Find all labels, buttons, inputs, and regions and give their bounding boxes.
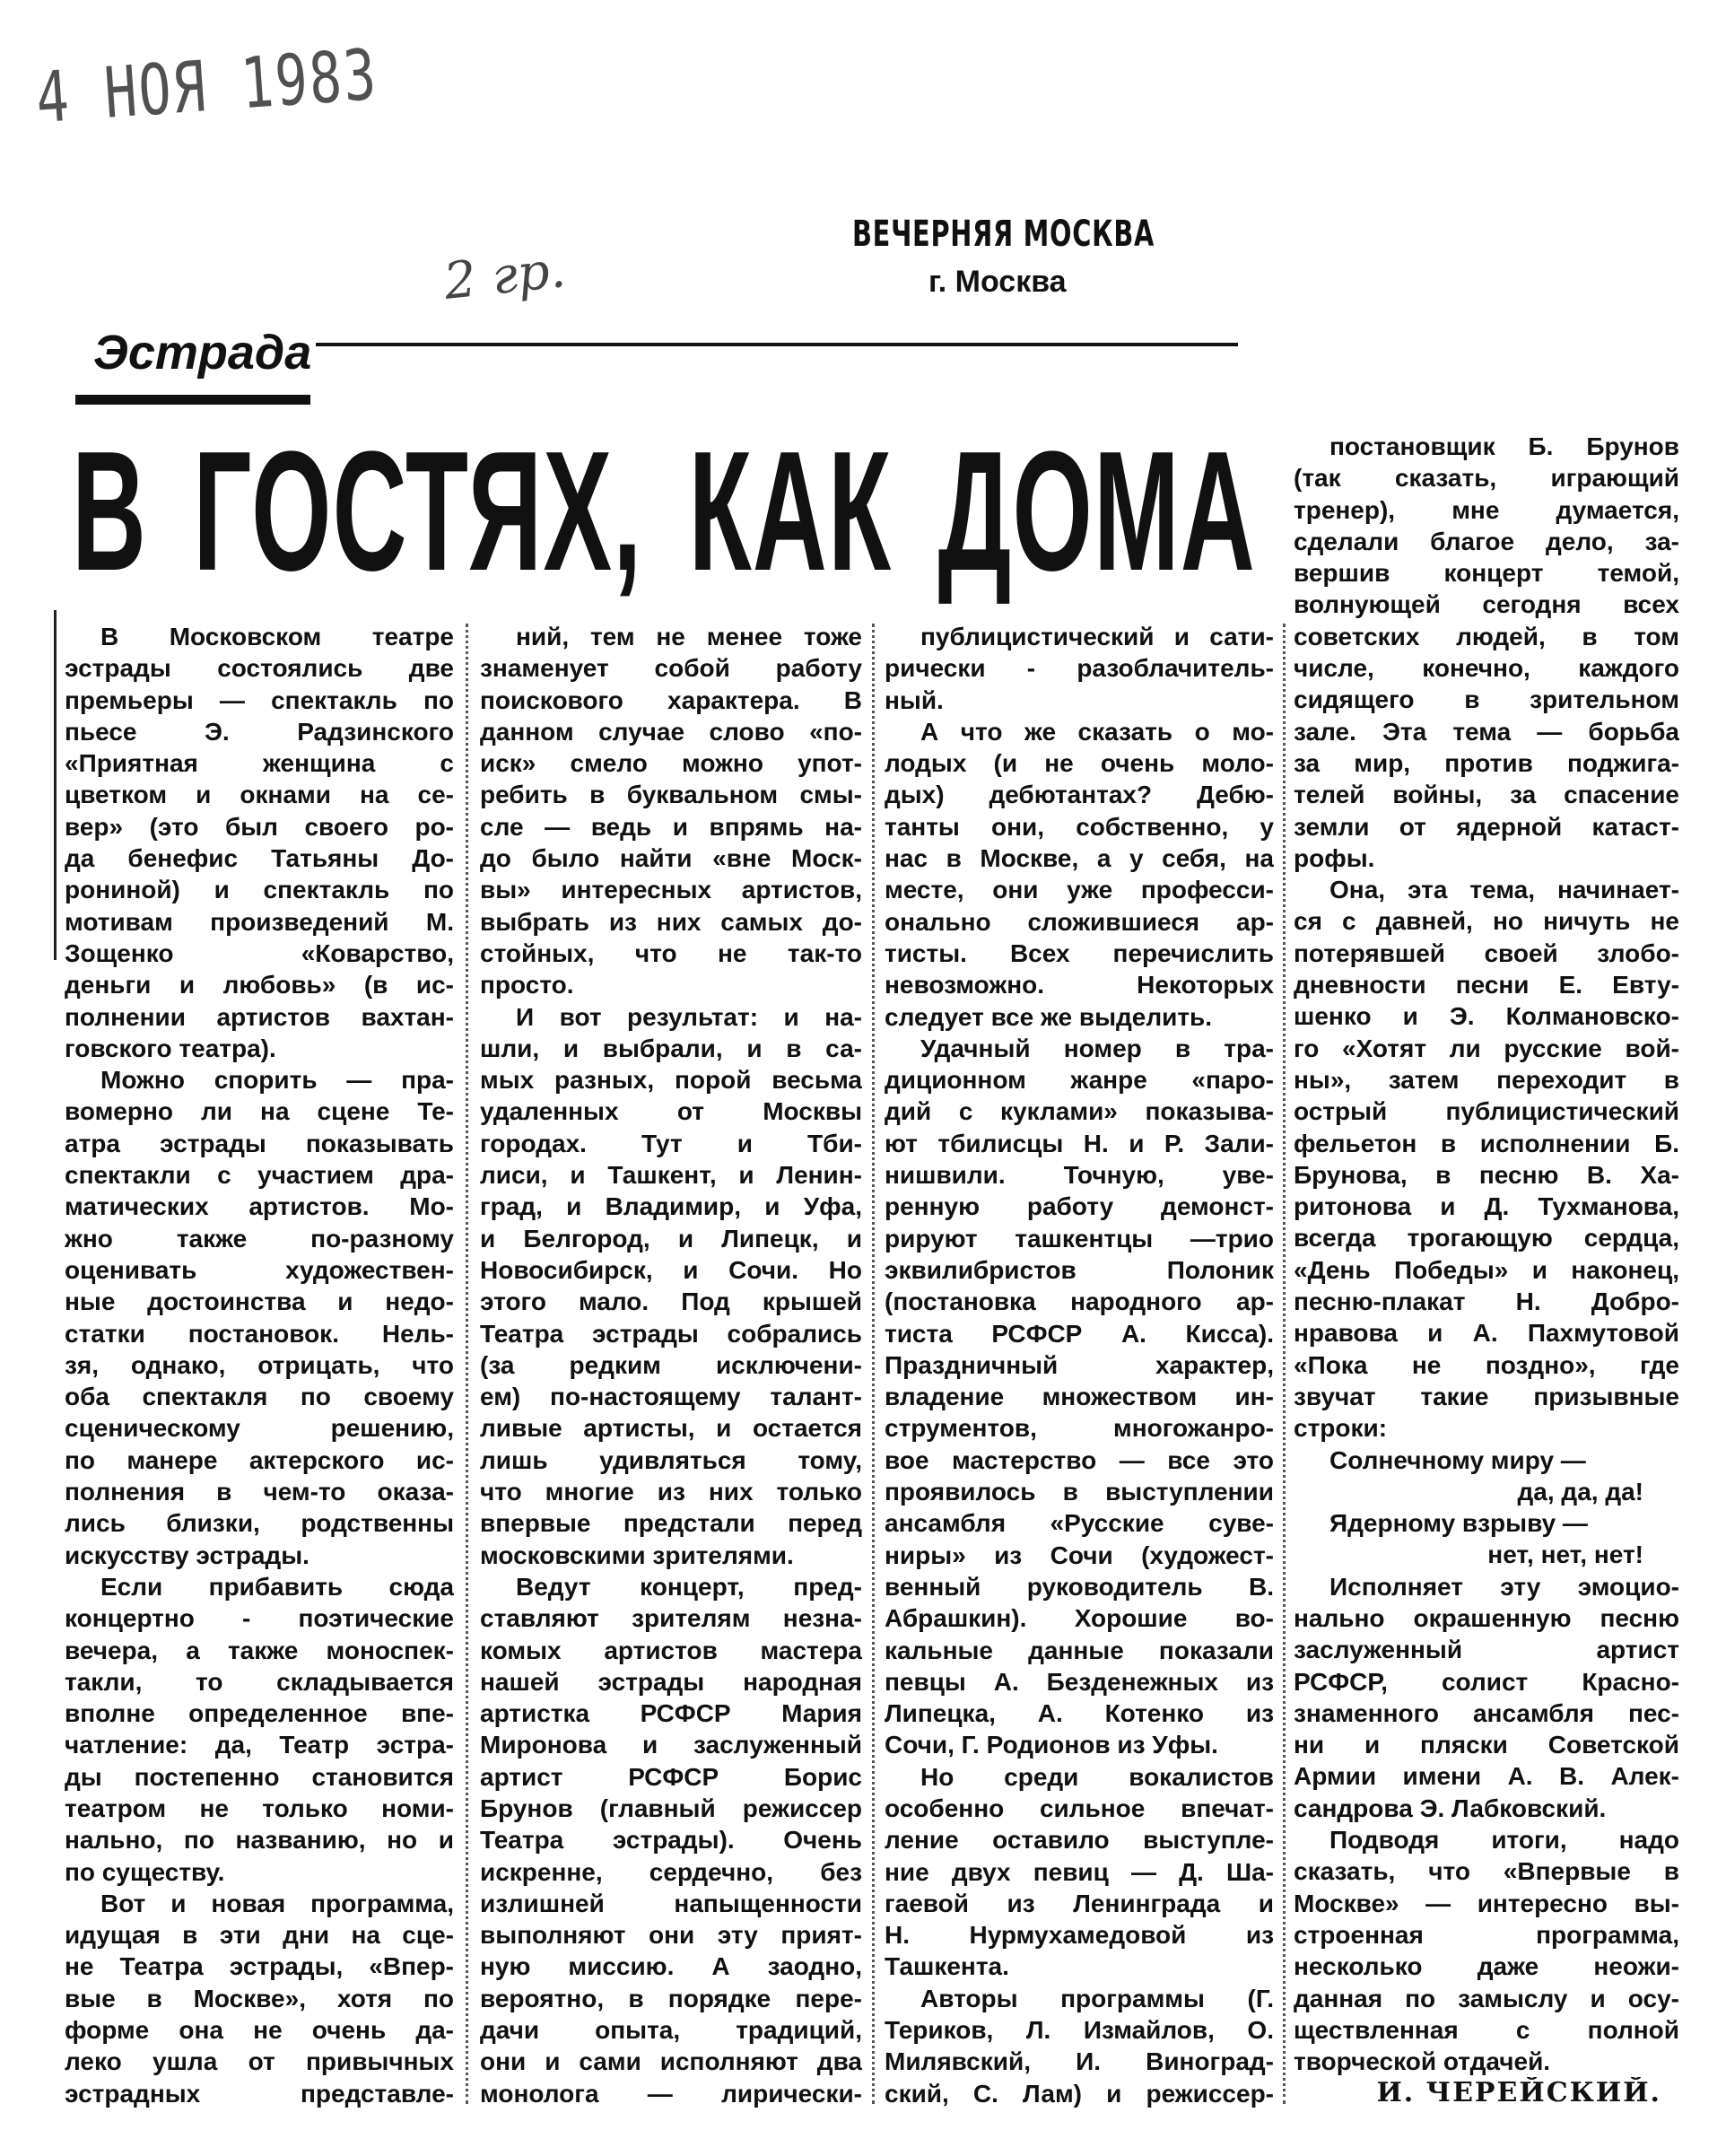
author-signature: И. ЧЕРЕЙСКИЙ. (1376, 2077, 1661, 2109)
article-text-line: ную миссию. А заодно, (480, 1952, 862, 1981)
article-text-line: за мир, против поджига- (1294, 748, 1679, 777)
article-text-line: спектакли с участием дра- (65, 1161, 454, 1190)
article-text-line: монолога — лирически- (480, 2079, 862, 2108)
article-text-line: РСФСР, солист Красно- (1294, 1667, 1679, 1696)
article-text-line: гаевой из Ленинграда и (885, 1889, 1274, 1917)
poem-line: да, да, да! (1517, 1477, 1643, 1506)
article-text-line: ансамбля «Русские суве- (885, 1509, 1274, 1538)
article-column-3 (885, 621, 1274, 2109)
article-text-line: невозможно. Некоторых (885, 971, 1274, 999)
article-text-line: острый публицистический (1294, 1097, 1679, 1126)
article-text-line: го «Хотят ли русские вой- (1294, 1034, 1679, 1062)
article-text-line: «День Победы» и наконец, (1294, 1255, 1679, 1284)
article-text-line: рофы. (1294, 843, 1375, 872)
article-text-line: Если прибавить сюда (100, 1572, 454, 1601)
article-text-line: сценическому решению, (65, 1414, 454, 1443)
article-text-line: вое мастерство — все это (885, 1445, 1274, 1474)
article-text-line: особенно сильное впечат- (885, 1794, 1274, 1822)
article-text-line: искусству эстрады. (65, 1541, 309, 1569)
article-text-line: тренер), мне думается, (1294, 495, 1679, 524)
article-text-line: несколько даже неожи- (1294, 1952, 1679, 1981)
article-text-line: ды постепенно становится (65, 1762, 454, 1791)
article-text-line: театром не только номи- (65, 1794, 454, 1822)
article-text-line: вполне определенное впе- (65, 1699, 454, 1728)
article-text-line: премьеры — спектакль по (65, 685, 454, 714)
article-text-line: артист РСФСР Борис (480, 1762, 862, 1791)
article-text-line: Зощенко «Коварство, (65, 938, 454, 967)
article-text-line: эстрадных представле- (65, 2079, 454, 2108)
article-text-line: зале. Эта тема — борьба (1294, 717, 1679, 746)
article-text-line: сле — ведь и впрямь на- (480, 812, 862, 841)
article-text-line: ные достоинства и недо- (65, 1287, 454, 1316)
article-text-line: Н. Нурмухамедовой из (885, 1921, 1274, 1950)
article-text-line: московскими зрителями. (480, 1541, 794, 1569)
article-text-line: владение множеством ин- (885, 1383, 1274, 1411)
article-text-line: оценивать художествен- (65, 1255, 454, 1284)
article-text-line: (так сказать, играющий (1294, 464, 1679, 493)
article-text-line: кальные данные показали (885, 1636, 1274, 1664)
article-text-line: сделали благое дело, за- (1294, 527, 1679, 555)
article-text-line: Удачный номер в тра- (920, 1034, 1274, 1062)
article-text-line: удаленных от Москвы (480, 1097, 862, 1126)
article-text-line: не Театра эстрады, «Впер- (65, 1952, 454, 1981)
article-text-line: Театра эстрады собрались (480, 1319, 862, 1348)
article-text-line: выполняют они эту прият- (480, 1921, 862, 1950)
poem-line: нет, нет, нет! (1487, 1541, 1643, 1569)
article-text-line: ние двух певиц — Д. Ша- (885, 1857, 1274, 1886)
article-text-line: дачи опыта, традиций, (480, 2016, 862, 2045)
article-text-line: Но среди вокалистов (920, 1762, 1274, 1791)
article-text-line: тиста РСФСР А. Кисса). (885, 1319, 1274, 1348)
date-stamp: 4 НОЯ 1983 (33, 34, 380, 140)
article-text-line: рически - разоблачитель- (885, 654, 1274, 683)
article-text-line: вые в Москве», хотя по (65, 1984, 454, 2012)
newspaper-name: ВЕЧЕРНЯЯ МОСКВА (852, 214, 1155, 255)
article-text-line: (за редким исключени- (480, 1350, 862, 1379)
article-text-line: нально окрашенную песню (1294, 1603, 1679, 1632)
article-text-line: статки постановок. Нель- (65, 1319, 454, 1348)
article-text-line: И вот результат: и на- (516, 1002, 862, 1031)
article-text-line: «Пока не поздно», где (1294, 1350, 1679, 1379)
article-text-line: деньги и любовь» (в ис- (65, 971, 454, 999)
article-text-line: венный руководитель В. (885, 1572, 1274, 1601)
headline: В ГОСТЯХ, КАК ДОМА (72, 416, 1256, 607)
article-text-line: сандрова Э. Лабковский. (1294, 1794, 1607, 1822)
article-text-line: лишь удивляться тому, (480, 1445, 862, 1474)
article-text-line: В Московском театре (100, 623, 454, 650)
article-text-line: ся с давней, но ничуть не (1294, 907, 1679, 936)
article-text-line: числе, конечно, каждого (1294, 654, 1679, 683)
article-text-line: комых артистов мастера (480, 1636, 862, 1664)
rubric-bar (75, 395, 310, 405)
article-text-line: и Белгород, и Липецк, и (480, 1224, 862, 1253)
article-text-line: тисты. Всех перечислить (885, 938, 1274, 967)
article-text-line: ренную работу демонст- (885, 1192, 1274, 1221)
article-column-4 (1294, 431, 1679, 2109)
article-text-line: шенко и Э. Колмановско- (1294, 1002, 1679, 1031)
article-text-line: лиси, и Ташкент, и Ленин- (480, 1161, 862, 1190)
article-text-line: строки: (1294, 1414, 1388, 1443)
article-text-line: струментов, многожанро- (885, 1414, 1274, 1443)
article-text-line: А что же сказать о мо- (920, 717, 1274, 746)
article-text-line: (постановка народного ар- (885, 1287, 1274, 1316)
article-text-line: искренне, сердечно, без (480, 1857, 862, 1886)
article-text-line: вероятно, в порядке пере- (480, 1984, 862, 2012)
article-text-line: следует все же выделить. (885, 1002, 1213, 1031)
article-text-line: городах. Тут и Тби- (480, 1129, 862, 1157)
handwritten-note: 2 гр. (440, 240, 569, 311)
article-text-line: такли, то складывается (65, 1667, 454, 1696)
article-text-line: просто. (480, 971, 574, 999)
article-text-line: говского театра). (65, 1034, 276, 1062)
article-text-line: оба спектакля по своему (65, 1383, 454, 1411)
column-separator (466, 624, 468, 2104)
article-text-line: эстрады состоялись две (65, 654, 454, 683)
article-text-line: советских людей, в том (1294, 622, 1679, 650)
article-text-line: цветком и окнами на се- (65, 781, 454, 809)
article-text-line: вомерно ли на сцене Те- (65, 1097, 454, 1126)
article-text-line: всегда трогающую сердца, (1294, 1224, 1679, 1253)
article-text-line: песню-плакат Н. Добро- (1294, 1287, 1679, 1316)
article-text-line: леко ушла от привычных (65, 2047, 454, 2076)
article-text-line: ливые артисты, и остается (480, 1414, 862, 1443)
article-text-line: Милявский, И. Виноград- (885, 2047, 1274, 2076)
article-text-line: звучат такие призывные (1294, 1382, 1679, 1410)
article-text-line: Подводя итоги, надо (1329, 1826, 1679, 1855)
article-text-line: лодых (и не очень моло- (885, 749, 1274, 778)
article-text-line: публицистический и сати- (920, 623, 1274, 650)
article-text-line: Липецка, А. Котенко из (885, 1699, 1274, 1728)
article-text-line: артистка РСФСР Мария (480, 1699, 862, 1728)
article-text-line: вершив концерт темой, (1294, 559, 1679, 588)
article-text-line: Москве» — интересно вы- (1294, 1889, 1679, 1917)
article-text-line: Праздничный характер, (885, 1350, 1274, 1379)
article-text-line: ный. (885, 685, 944, 714)
article-text-line: Новосибирск, и Сочи. Но (480, 1255, 862, 1284)
article-text-line: Можно спорить — пра- (100, 1066, 454, 1095)
article-text-line: знаменует собой работу (480, 654, 862, 683)
article-text-line: земли от ядерной катаст- (1294, 812, 1679, 841)
article-text-line: Ташкента. (885, 1952, 1009, 1981)
article-text-line: Абрашкин). Хорошие во- (885, 1604, 1274, 1633)
article-text-line: данном случае слово «по- (480, 717, 862, 746)
article-text-line: ребить в буквальном смы- (480, 781, 862, 809)
article-text-line: мотивам произведений М. (65, 907, 454, 936)
article-text-line: они и сами исполняют два (480, 2047, 862, 2076)
article-text-line: Брунова, в песню В. Ха- (1294, 1160, 1679, 1189)
article-text-line: Териков, Л. Измайлов, О. (885, 2016, 1274, 2045)
article-text-line: творческой отдачей. (1294, 2047, 1551, 2076)
column-separator (1283, 624, 1286, 2104)
rubric-label: Эстрада (93, 326, 312, 380)
article-text-line: излишней напыщенности (480, 1889, 862, 1917)
article-text-line: лись близки, родственны (65, 1509, 454, 1538)
article-text-line: Вот и новая программа, (100, 1889, 454, 1917)
article-text-line: ний, тем не менее тоже (516, 623, 862, 650)
article-text-line: строенная программа, (1294, 1920, 1679, 1949)
article-text-line: ниры» из Сочи (художест- (885, 1541, 1274, 1569)
article-text-line: ставляют зрителям незна- (480, 1604, 862, 1633)
header-rule (316, 343, 1238, 346)
article-text-line: фельетон в исполнении Б. (1294, 1129, 1679, 1157)
article-text-line: полнения в чем-то оказа- (65, 1478, 454, 1506)
article-text-line: что многие из них только (480, 1478, 862, 1506)
article-text-line: по манере актерского ис- (65, 1445, 454, 1474)
article-text-line: дых) дебютантах? Дебю- (885, 781, 1274, 809)
article-column-1 (65, 621, 454, 2109)
article-text-line: месте, они уже професси- (885, 876, 1274, 904)
article-text-line: этого мало. Под крышей (480, 1287, 862, 1316)
article-text-line: «Приятная женщина с (65, 749, 454, 778)
article-text-line: идущая в эти дни на сце- (65, 1921, 454, 1950)
article-text-line: заслуженный артист (1294, 1636, 1679, 1664)
article-text-line: по существу. (65, 1857, 225, 1886)
article-text-line: мых разных, порой весьма (480, 1066, 862, 1095)
article-text-line: нравова и А. Пахмутовой (1294, 1319, 1679, 1348)
article-text-line: дий с куклами» показыва- (885, 1097, 1274, 1126)
article-text-line: ем) по-настоящему талант- (480, 1383, 862, 1411)
article-text-line: диционном жанре «паро- (885, 1066, 1274, 1095)
article-text-line: Ведут концерт, пред- (516, 1572, 862, 1601)
poem-line: Ядерному взрыву — (1329, 1509, 1588, 1538)
article-text-line: град, и Владимир, и Уфа, (480, 1192, 862, 1221)
article-text-line: поискового характера. В (480, 685, 862, 714)
article-text-line: вы» интересных артистов, (480, 876, 862, 904)
article-text-line: ритонова и Д. Тухманова, (1294, 1192, 1679, 1221)
article-text-line: постановщик Б. Брунов (1329, 432, 1679, 460)
article-text-line: ны», затем переходит в (1294, 1065, 1679, 1094)
article-text-line: Авторы программы (Г. (920, 1984, 1274, 2012)
article-text-line: ют тбилисцы Н. и Р. Зали- (885, 1129, 1274, 1157)
article-text-line: нишвили. Точную, уве- (885, 1161, 1274, 1190)
article-text-line: данная по замыслу и осу- (1294, 1984, 1679, 2012)
article-text-line: шли, и выбрали, и в са- (480, 1034, 862, 1062)
article-text-line: Брунов (главный режиссер (480, 1794, 862, 1822)
article-text-line: зя, однако, отрицать, что (65, 1350, 454, 1379)
article-text-line: выбрать из них самых до- (480, 907, 862, 936)
column-separator (872, 624, 875, 2104)
article-text-line: иск» смело можно упот- (480, 749, 862, 778)
article-text-line: матических артистов. Мо- (65, 1192, 454, 1221)
article-text-line: нально, по названию, но и (65, 1826, 454, 1855)
article-text-line: певцы А. Безденежных из (885, 1667, 1274, 1696)
article-text-line: стойных, что не так-то (480, 938, 862, 967)
article-text-line: сказать, что «Впервые в (1294, 1857, 1679, 1886)
article-text-line: знаменного ансамбля пес- (1294, 1698, 1679, 1727)
article-text-line: впервые предстали перед (480, 1509, 862, 1538)
article-column-2 (480, 621, 862, 2109)
article-text-line: вечера, а также моноспек- (65, 1636, 454, 1664)
article-text-line: проявилось в выступлении (885, 1478, 1274, 1506)
article-text-line: да бенефис Татьяны До- (65, 844, 454, 873)
article-text-line: форме она не очень да- (65, 2016, 454, 2045)
article-text-line: дневности песни Е. Евту- (1294, 971, 1679, 999)
article-text-line: Театра эстрады). Очень (480, 1826, 862, 1855)
article-text-line: нашей эстрады народная (480, 1667, 862, 1696)
article-text-line: телей войны, за спасение (1294, 781, 1679, 809)
article-text-line: рируют ташкентцы —трио (885, 1224, 1274, 1253)
article-text-line: жно также по-разному (65, 1224, 454, 1253)
article-text-line: ский, С. Лам) и режиссер- (885, 2079, 1274, 2108)
article-text-line: до было найти «вне Моск- (480, 844, 862, 873)
newspaper-city: г. Москва (928, 265, 1067, 299)
article-text-line: ление оставило выступле- (885, 1826, 1274, 1855)
article-text-line: ществленная с полной (1294, 2015, 1679, 2044)
article-text-line: ни и пляски Советской (1294, 1731, 1679, 1759)
article-text-line: концертно - поэтические (65, 1604, 454, 1633)
article-text-line: Миронова и заслуженный (480, 1731, 862, 1759)
article-text-line: вер» (это был своего ро- (65, 812, 454, 841)
article-text-line: волнующей сегодня всех (1294, 590, 1679, 619)
article-text-line: полнении артистов вахтан- (65, 1002, 454, 1031)
article-text-line: пьесе Э. Радзинского (65, 717, 454, 746)
left-margin-rule (54, 610, 57, 960)
article-text-line: Сочи, Г. Родионов из Уфы. (885, 1731, 1218, 1759)
article-text-line: рониной) и спектакль по (65, 876, 454, 904)
article-text-line: Она, эта тема, начинает- (1329, 876, 1679, 904)
article-text-line: потерявшей своей злобо- (1294, 938, 1679, 967)
article-text-line: онально сложившиеся ар- (885, 907, 1274, 936)
article-text-line: атра эстрады показывать (65, 1129, 454, 1157)
article-text-line: эквилибристов Полоник (885, 1255, 1274, 1284)
article-text-line: Исполняет эту эмоцио- (1329, 1572, 1679, 1601)
article-text-line: танты они, собственно, у (885, 812, 1274, 841)
article-text-line: Армии имени А. В. Алек- (1294, 1762, 1679, 1791)
poem-line: Солнечному миру — (1329, 1445, 1586, 1474)
article-text-line: чатление: да, Театр эстра- (65, 1731, 454, 1759)
article-text-line: нас в Москве, а у себя, на (885, 844, 1274, 873)
article-text-line: сидящего в зрительном (1294, 685, 1679, 714)
